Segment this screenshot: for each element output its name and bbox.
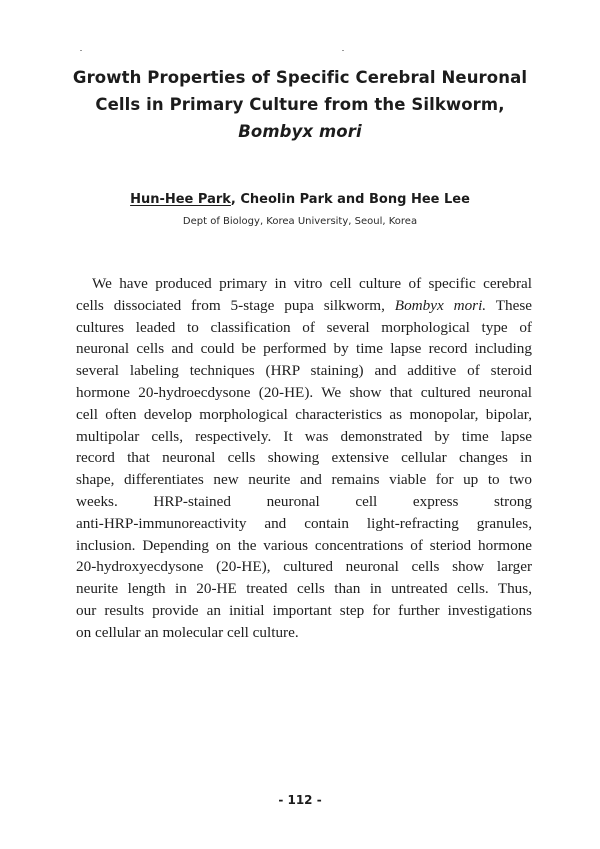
paper-title bbox=[40, 64, 560, 145]
abstract-line: shape, differentiates new neurite and remains viable for up to two bbox=[76, 471, 532, 489]
abstract-line: several labeling techniques (HRP staining) and additive of steroid bbox=[76, 362, 532, 380]
abstract-line: our results provide an initial important step for further investigations bbox=[76, 601, 532, 619]
abstract-line: cells dissociated from 5-stage pupa silkworm, Bombyx mori. These bbox=[76, 296, 532, 314]
title-line-2: Cells in Primary Culture from the Silkworm, bbox=[95, 95, 505, 114]
other-authors: , Cheolin Park and Bong Hee Lee bbox=[230, 192, 470, 207]
abstract-line: anti-HRP-immunoreactivity and contain light-refracting granules, bbox=[76, 514, 532, 532]
title-line-1: Growth Properties of Specific Cerebral Neuronal bbox=[72, 68, 528, 87]
abstract-line: cell often develop morphological characteristics as monopolar, bipolar, bbox=[76, 405, 532, 423]
abstract-line: neuronal cells and could be performed by time lapse record including bbox=[76, 340, 532, 358]
abstract-line: hormone 20-hydroecdysone (20-HE). We show that cultured neuronal bbox=[76, 383, 532, 401]
scan-speck bbox=[342, 50, 344, 51]
abstract-line: We have produced primary in vitro cell culture of specific cerebral bbox=[92, 275, 532, 292]
scan-speck bbox=[80, 50, 82, 51]
abstract-line: on cellular an molecular cell culture. bbox=[76, 623, 299, 641]
affiliation: Dept of Biology, Korea University, Seoul, Korea bbox=[182, 216, 418, 227]
title-line-3-species: Bombyx mori bbox=[238, 122, 362, 141]
first-author: Hun-Hee Park bbox=[130, 192, 231, 207]
abstract-line: 20-hydroxyecdysone (20-HE), cultured neuronal cells show larger bbox=[76, 558, 532, 576]
abstract-line: inclusion. Depending on the various concentrations of steriod hormone bbox=[76, 536, 532, 554]
abstract bbox=[76, 273, 532, 644]
author-list bbox=[40, 190, 560, 210]
abstract-line: record that neuronal cells showing extensive cellular changes in bbox=[76, 449, 532, 467]
abstract-line: neurite length in 20-HE treated cells than in untreated cells. Thus, bbox=[76, 580, 532, 598]
abstract-line: multipolar cells, respectively. It was demonstrated by time lapse bbox=[76, 427, 532, 445]
page-number: - 112 - bbox=[278, 793, 322, 807]
abstract-line: weeks. HRP-stained neuronal cell express strong bbox=[76, 492, 532, 510]
abstract-line: cultures leaded to classification of several morphological type of bbox=[76, 318, 532, 336]
